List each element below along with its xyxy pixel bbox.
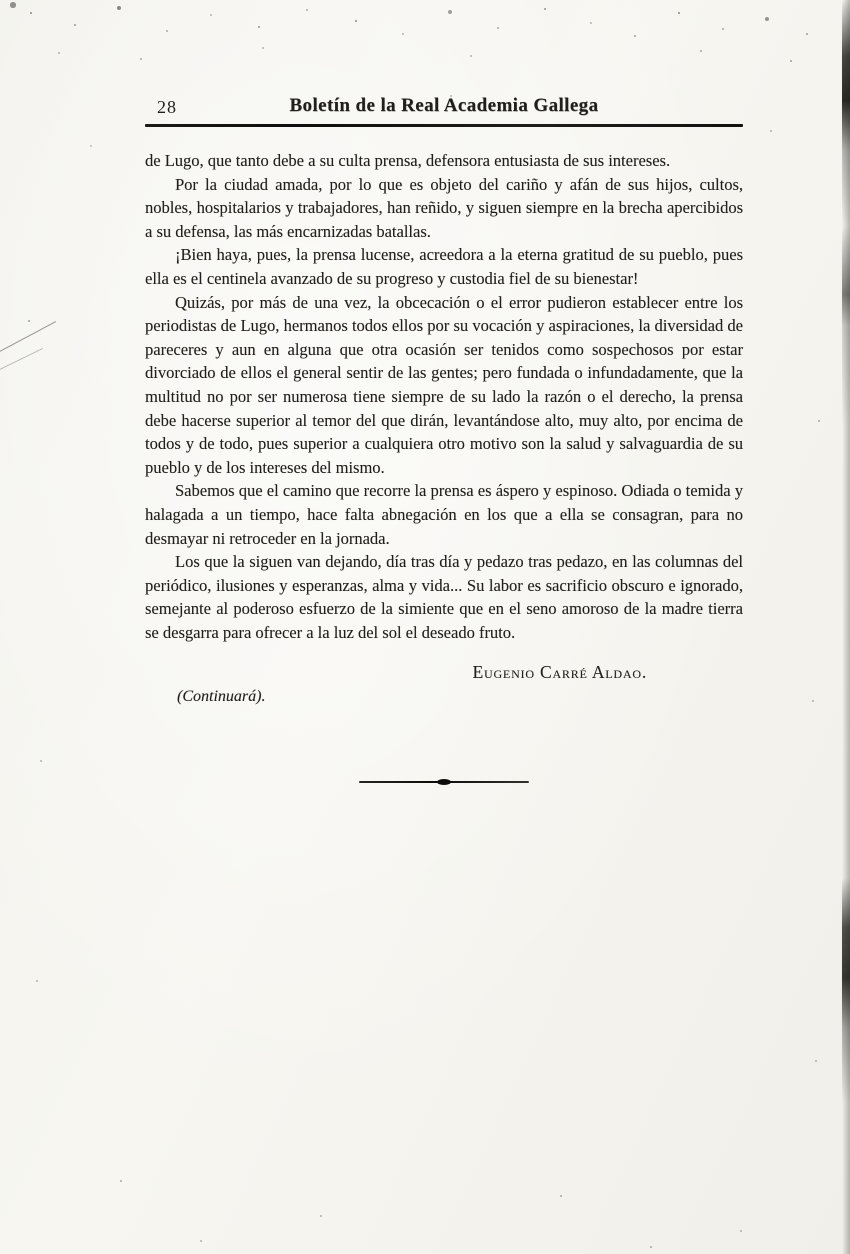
journal-title: Boletín de la Real Academia Gallega: [289, 95, 599, 116]
paragraph: ¡Bien haya, pues, la prensa lucense, acreedora a la eterna gratitud de su pueblo, pues ella es el centinela avanzado de su progreso y custodia fiel de su bienestar!: [145, 245, 743, 288]
scan-scratch: [0, 348, 43, 377]
scan-noise-speckles: [0, 0, 2, 2]
continuation-note: (Continuará).: [177, 688, 266, 706]
paragraph: Los que la siguen van dejando, día tras día y pedazo tras pedazo, en las columnas del periódico, ilusiones y esperanzas, alma y vida... Su labor es sacrificio obscuro e ignorado, semejante al poderoso esfuerzo de la simiente que en el seno amoroso de la madre tierra se desgarra para ofrecer a la luz del sol el deseado fruto.: [145, 552, 743, 642]
paragraph: de Lugo, que tanto debe a su culta prensa, defensora entusiasta de sus intereses.: [145, 151, 671, 170]
article-body: [145, 149, 743, 644]
paragraph: Sabemos que el camino que recorre la prensa es áspero y espinoso. Odiada o temida y halagada a un tiempo, hace falta abnegación en los que a ella se consagran, para no desmayar ni retroceder en la jornada.: [145, 481, 743, 548]
scan-edge-artifact: [842, 0, 850, 1254]
author-signature: Eugenio Carré Aldao.: [472, 662, 647, 683]
paragraph: Por la ciudad amada, por lo que es objeto del cariño y afán de sus hijos, cultos, nobles, hospitalarios y trabajadores, han reñido, y siguen siempre en la brecha apercibidos a su defensa, las más encarnizadas batallas.: [145, 174, 743, 241]
page-header: [145, 95, 743, 119]
divider-dot: [437, 779, 451, 785]
scan-scratch: [0, 321, 56, 356]
page-content: [145, 95, 743, 786]
paragraph: Quizás, por más de una vez, la obcecación o el error pudieron establecer entre los periodistas de Lugo, hermanos todos ellos por su vocación y aspiraciones, la diversidad de pareceres y aun en alguna que otra ocasión ser tenidos como sospechosos por estar divorciado de ellos el general sentir de las gentes; pero fundada o infundadamente, que la multitud no por ser numerosa tiene siempre de su lado la razón o el derecho, la prensa debe hacerse superior al temor del que dirán, levantándose alto, muy alto, por encima de todos y de todo, pues superior a cualquiera otro motivo son la salud y salvaguardia de su pueblo y de los intereses del mismo.: [145, 292, 743, 477]
header-rule: [145, 124, 743, 127]
section-divider: [359, 778, 529, 786]
page-number: 28: [157, 97, 177, 117]
